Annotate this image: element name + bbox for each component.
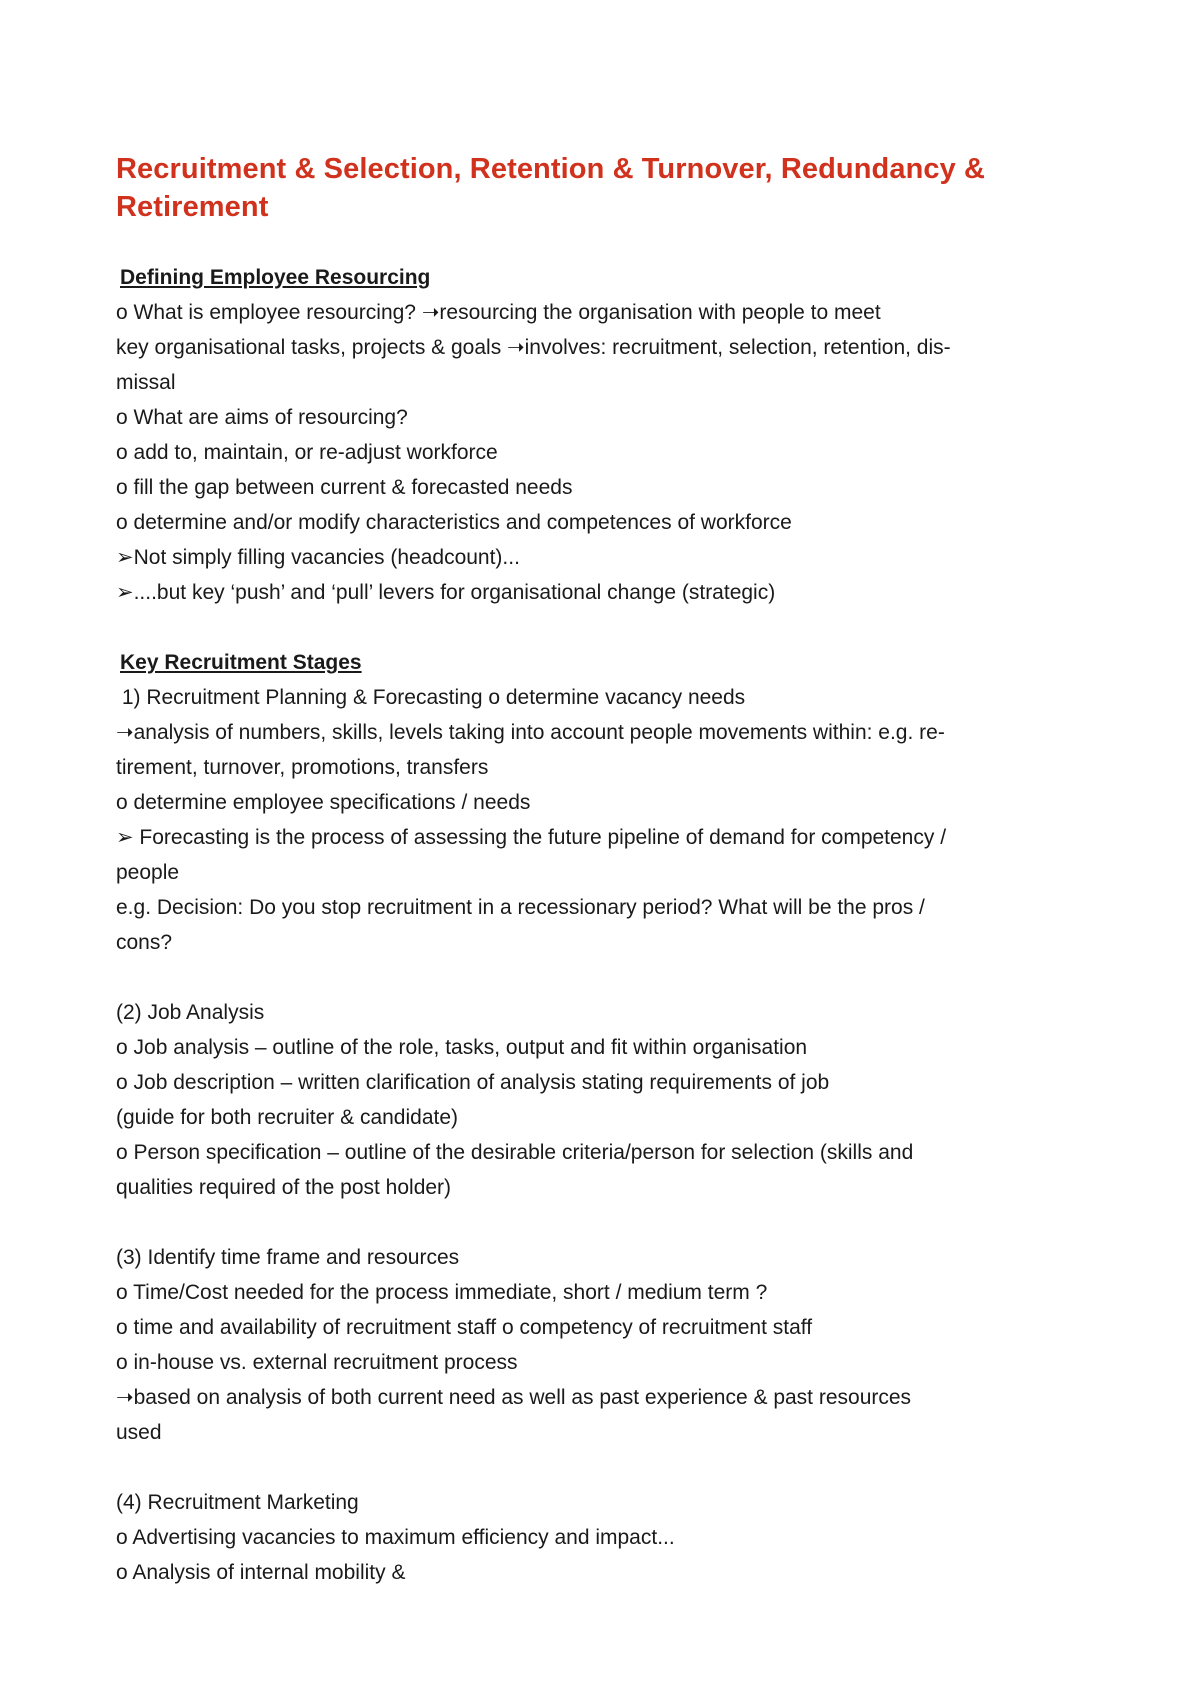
- section-key-recruitment-stages: [116, 645, 1096, 960]
- text-line: o determine and/or modify characteristics and competences of workforce: [116, 511, 792, 534]
- text-line: missal: [116, 371, 176, 394]
- text-line: o Person specification – outline of the desirable criteria/person for selection (skills and: [116, 1141, 914, 1164]
- document-body: [116, 150, 1096, 1590]
- text-line: ➝based on analysis of both current need as well as past experience & past resources: [116, 1386, 912, 1409]
- stage-time-frame-resources: [116, 1240, 1096, 1450]
- text-line: tirement, turnover, promotions, transfers: [116, 756, 489, 779]
- paragraph-gap: [116, 610, 1096, 645]
- text-line: key organisational tasks, projects & goals ➝involves: recruitment, selection, retention, dis-: [116, 336, 951, 359]
- section-defining-employee-resourcing: [116, 260, 1096, 610]
- section-heading: Key Recruitment Stages: [120, 651, 362, 674]
- text-line: o What are aims of resourcing?: [116, 406, 408, 429]
- text-line: o in-house vs. external recruitment process: [116, 1351, 518, 1374]
- text-line: e.g. Decision: Do you stop recruitment in a recessionary period? What will be the pros /: [116, 896, 925, 919]
- document-title: Recruitment & Selection, Retention & Turnover, Redundancy & Retirement: [116, 153, 986, 223]
- text-line: o time and availability of recruitment staff o competency of recruitment staff: [116, 1316, 813, 1339]
- text-line: o add to, maintain, or re-adjust workforce: [116, 441, 498, 464]
- text-line: o fill the gap between current & forecasted needs: [116, 476, 573, 499]
- paragraph-gap: [116, 960, 1096, 995]
- stage-heading: (4) Recruitment Marketing: [116, 1491, 359, 1514]
- paragraph-gap: [116, 1205, 1096, 1240]
- text-line: ➢....but key ‘push’ and ‘pull’ levers for organisational change (strategic): [116, 581, 776, 604]
- text-line: ➢ Forecasting is the process of assessing the future pipeline of demand for competency /: [116, 826, 947, 849]
- section-heading: Defining Employee Resourcing: [120, 266, 431, 289]
- paragraph-gap: [116, 1450, 1096, 1485]
- text-line: 1) Recruitment Planning & Forecasting o determine vacancy needs: [116, 686, 746, 709]
- stage-heading: (3) Identify time frame and resources: [116, 1246, 460, 1269]
- text-line: o Advertising vacancies to maximum efficiency and impact...: [116, 1526, 675, 1549]
- text-line: cons?: [116, 931, 173, 954]
- text-line: o Job analysis – outline of the role, tasks, output and fit within organisation: [116, 1036, 808, 1059]
- text-line: o Job description – written clarification of analysis stating requirements of job: [116, 1071, 830, 1094]
- text-line: (guide for both recruiter & candidate): [116, 1106, 459, 1129]
- text-line: o What is employee resourcing? ➝resourcing the organisation with people to meet: [116, 301, 881, 324]
- stage-recruitment-marketing: [116, 1485, 1096, 1590]
- text-line: people: [116, 861, 180, 884]
- text-line: used: [116, 1421, 162, 1444]
- text-line: o Analysis of internal mobility &: [116, 1561, 406, 1584]
- text-line: o Time/Cost needed for the process immediate, short / medium term ?: [116, 1281, 768, 1304]
- text-line: ➝analysis of numbers, skills, levels taking into account people movements within: e.g. re-: [116, 721, 945, 744]
- stage-job-analysis: [116, 995, 1096, 1205]
- stage-heading: (2) Job Analysis: [116, 1001, 265, 1024]
- text-line: ➢Not simply filling vacancies (headcount)...: [116, 546, 520, 569]
- text-line: qualities required of the post holder): [116, 1176, 452, 1199]
- text-line: o determine employee specifications / needs: [116, 791, 531, 814]
